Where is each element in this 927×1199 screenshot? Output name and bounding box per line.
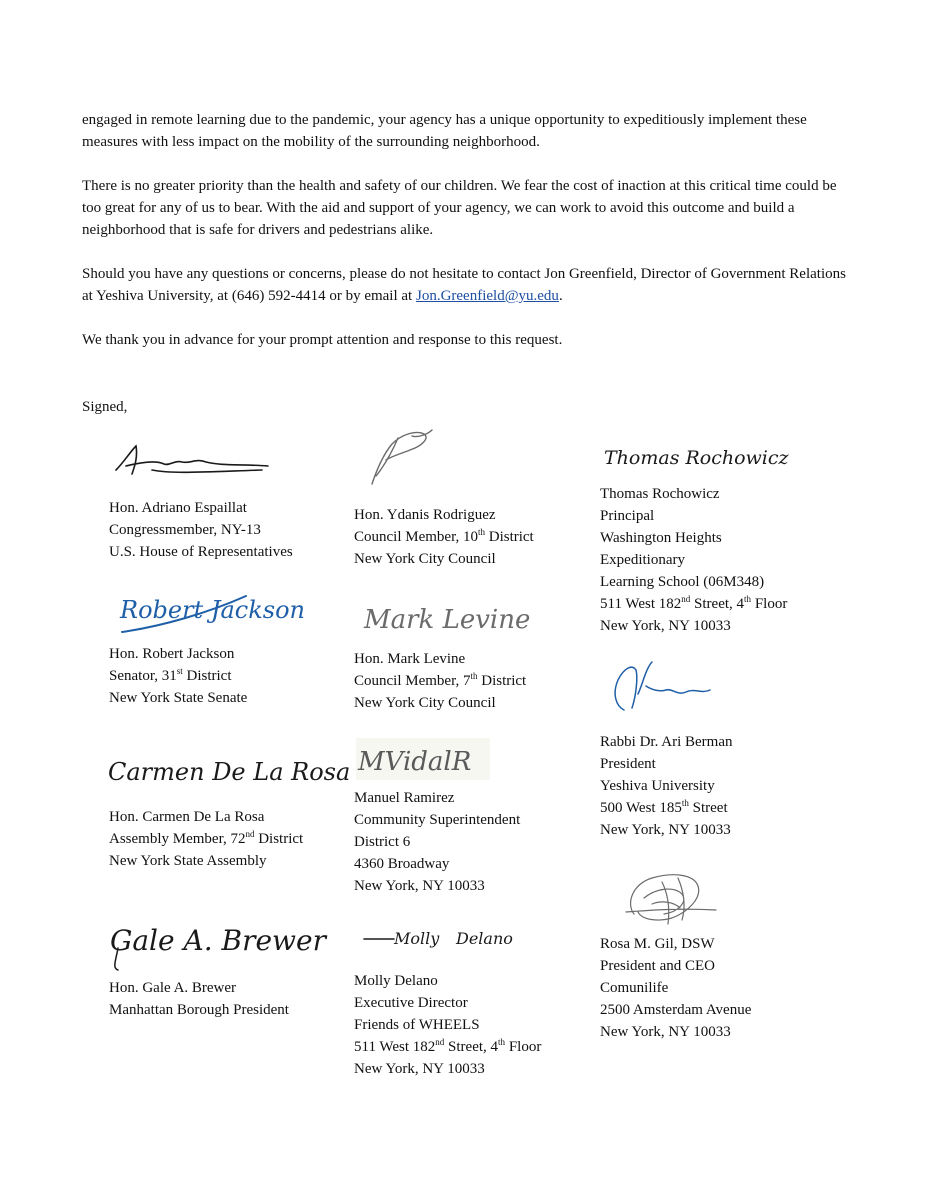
signatory-jackson (109, 643, 247, 709)
signatory-org: U.S. House of Representatives (109, 544, 293, 560)
signatory-name: Hon. Adriano Espaillat (109, 500, 247, 516)
signature-levine (362, 600, 531, 640)
paragraph-contact (82, 263, 852, 307)
signatory-gil (600, 933, 751, 1043)
signatory-title: Executive Director (354, 995, 468, 1011)
signatory-title: Senator, 31st District (109, 666, 232, 684)
signatory-title: President and CEO (600, 958, 715, 974)
signatory-title: Congressmember, NY-13 (109, 522, 261, 538)
signatory-org-2: Expeditionary (600, 552, 685, 568)
signatory-levine (354, 648, 526, 714)
signatory-berman (600, 731, 732, 841)
signature-script-levine: Mark Levine (364, 605, 531, 635)
signatory-delano (354, 970, 541, 1080)
signatory-ramirez (354, 787, 520, 897)
signatory-name: Hon. Ydanis Rodriguez (354, 507, 496, 523)
signatory-name: Hon. Robert Jackson (109, 646, 235, 662)
signature-script-ramirez: MVidalR (358, 747, 472, 777)
signatory-district: District 6 (354, 834, 411, 850)
signatory-address: 511 West 182nd Street, 4th Floor (354, 1037, 542, 1055)
signatory-city: New York, NY 10033 (354, 1061, 485, 1077)
signature-script-delarosa: Carmen De La Rosa (108, 758, 351, 786)
signature-berman (606, 656, 716, 716)
signatory-title: Council Member, 7th District (354, 671, 527, 689)
paragraph-remote-learning: engaged in remote learning due to the pandemic, your agency has a unique opportunity to expeditiously implement these measures with less impact on the mobility of the surrounding neighborhood. (82, 112, 807, 150)
signatory-title: President (600, 756, 656, 772)
paragraph-thanks: We thank you in advance for your prompt attention and response to this request. (82, 332, 563, 348)
signature-gil (622, 868, 722, 930)
signatory-org: New York City Council (354, 551, 496, 567)
signatory-org: New York City Council (354, 695, 496, 711)
signatory-city: New York, NY 10033 (600, 822, 731, 838)
signature-delarosa (106, 752, 351, 792)
signatory-address: 500 West 185th Street (600, 798, 728, 816)
signatory-city: New York, NY 10033 (600, 1024, 731, 1040)
signatory-address: 4360 Broadway (354, 856, 450, 872)
signature-script-rochowicz: Thomas Rochowicz (604, 447, 789, 469)
signature-ramirez (356, 738, 492, 782)
signature-delano (364, 926, 524, 954)
signatory-title: Council Member, 10th District (354, 527, 534, 545)
signatory-city: New York, NY 10033 (600, 618, 731, 634)
signature-brewer (108, 918, 326, 974)
signatory-org-3: Learning School (06M348) (600, 574, 765, 590)
signatory-name: Molly Delano (354, 973, 438, 989)
signature-jackson (114, 584, 305, 640)
signatory-rochowicz (600, 483, 787, 637)
signature-script-delano-first: Molly (394, 929, 440, 948)
signatory-name: Hon. Carmen De La Rosa (109, 809, 265, 825)
signatory-org: Comunilife (600, 980, 669, 996)
signature-script-jackson: Robert Jackson (120, 596, 305, 624)
signatory-org: Yeshiva University (600, 778, 715, 794)
signatory-city: New York, NY 10033 (354, 878, 485, 894)
signatory-title: Community Superintendent (354, 812, 521, 828)
signatory-rodriguez (354, 504, 534, 570)
signature-espaillat (112, 440, 272, 482)
contact-text: Should you have any questions or concerns, please do not hesitate to contact Jon Greenfield, Director of Government Relations at Yeshiva University, at (646) 592-4414 or by email at (82, 266, 846, 304)
signatory-name: Rosa M. Gil, DSW (600, 936, 715, 952)
signatory-address: 511 West 182nd Street, 4th Floor (600, 594, 788, 612)
paragraph-priority: There is no greater priority than the health and safety of our children. We fear the cost of inaction at this critical time could be too great for any of us to bear. With the aid and support of your agency, we can work to avoid this outcome and build a neighborhood that is safe for drivers and pedestrians alike. (82, 178, 837, 238)
signatory-name: Thomas Rochowicz (600, 486, 720, 502)
signatory-org: Washington Heights (600, 530, 722, 546)
contact-period: . (558, 288, 563, 304)
signatory-name: Manuel Ramirez (354, 790, 455, 806)
signatory-org: New York State Senate (109, 690, 248, 706)
signatory-org: Friends of WHEELS (354, 1017, 480, 1033)
signature-rodriguez (362, 426, 442, 490)
signatory-delarosa (109, 806, 303, 872)
signature-rochowicz (604, 442, 789, 482)
signatory-name: Hon. Gale A. Brewer (109, 980, 237, 996)
signatory-address: 2500 Amsterdam Avenue (600, 1002, 752, 1018)
signatory-org: New York State Assembly (109, 853, 267, 869)
signatory-espaillat (109, 497, 293, 563)
signatory-title: Assembly Member, 72nd District (109, 829, 304, 847)
signatory-name: Hon. Mark Levine (354, 651, 466, 667)
email-link[interactable]: Jon.Greenfield@yu.edu (415, 288, 559, 304)
signature-script-brewer: Gale A. Brewer (110, 924, 326, 957)
signatory-brewer (109, 977, 289, 1021)
signed-label: Signed, (82, 399, 128, 415)
signatory-title: Principal (600, 508, 655, 524)
signature-script-delano-last: Delano (456, 929, 513, 948)
signatory-title: Manhattan Borough President (109, 1002, 289, 1018)
signatory-name: Rabbi Dr. Ari Berman (600, 734, 733, 750)
